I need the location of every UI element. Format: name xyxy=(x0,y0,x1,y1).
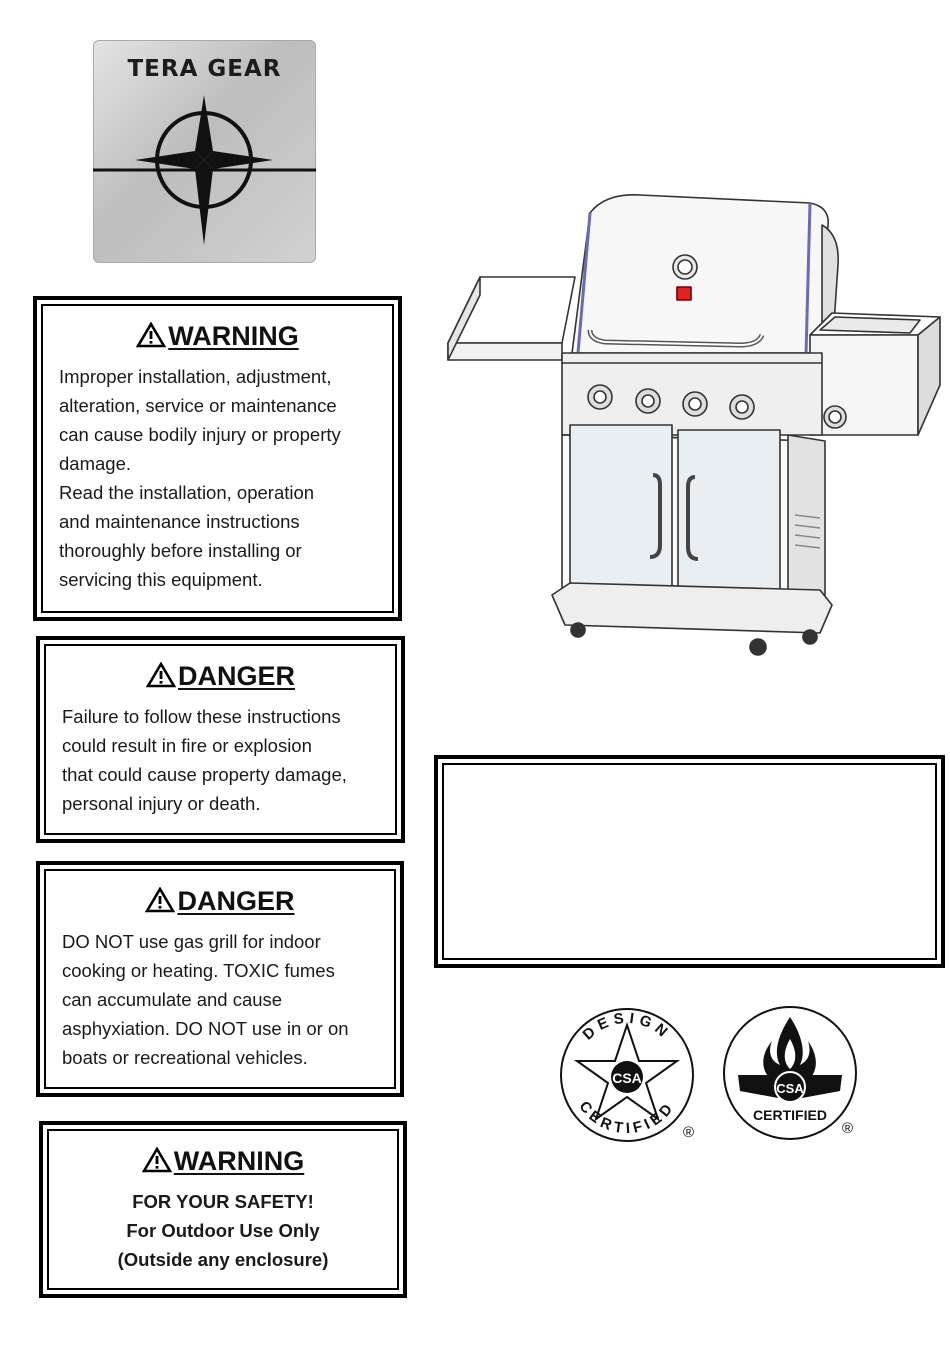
svg-text:CSA: CSA xyxy=(776,1081,804,1096)
svg-text:CERTIFIED: CERTIFIED xyxy=(753,1107,827,1123)
sign-heading: DANGER xyxy=(62,660,379,692)
sign-body: DO NOT use gas grill for indoor cooking or heating. TOXIC fumes can accumulate and cause asphyxiation. DO NOT use in or on boats or recreational vehicles. xyxy=(62,931,349,1068)
warning-sign-installation xyxy=(33,296,402,621)
warning-sign-outdoor-use xyxy=(39,1121,407,1298)
svg-text:®: ® xyxy=(683,1124,695,1141)
sign-heading: WARNING xyxy=(65,1145,381,1177)
csa-design-certified-star-icon xyxy=(555,1005,705,1150)
compass-star-icon xyxy=(93,90,316,263)
brand-name: TERA GEAR xyxy=(127,56,282,82)
sign-body: Improper installation, adjustment, alteration, service or maintenance can cause bodily injury or property damage. Read the installation, operation and maintenance instructions thoroughly before installing or servicing this equipment. xyxy=(59,366,341,590)
warning-triangle-icon xyxy=(145,887,175,913)
danger-sign-fire-explosion xyxy=(36,636,405,843)
svg-text:CSA: CSA xyxy=(612,1070,642,1086)
warning-triangle-icon xyxy=(146,662,176,688)
danger-sign-indoor-use xyxy=(36,861,404,1097)
model-info-box xyxy=(434,755,945,968)
svg-text:DESIGN: DESIGN xyxy=(579,1009,675,1044)
sign-heading: DANGER xyxy=(62,885,378,917)
warning-triangle-icon xyxy=(136,322,166,348)
warning-triangle-icon xyxy=(142,1147,172,1173)
sign-heading: WARNING xyxy=(59,320,376,352)
svg-text:CERTIFIED: CERTIFIED xyxy=(575,1097,679,1138)
tera-gear-logo xyxy=(93,40,316,263)
svg-text:®: ® xyxy=(842,1120,854,1137)
sign-body: Failure to follow these instructions could result in fire or explosion that could cause property damage, personal injury or death. xyxy=(62,706,347,814)
csa-flame-certified-icon xyxy=(718,1003,868,1148)
sign-body: FOR YOUR SAFETY! For Outdoor Use Only (Outside any enclosure) xyxy=(117,1191,329,1270)
gas-grill-illustration xyxy=(440,185,945,660)
